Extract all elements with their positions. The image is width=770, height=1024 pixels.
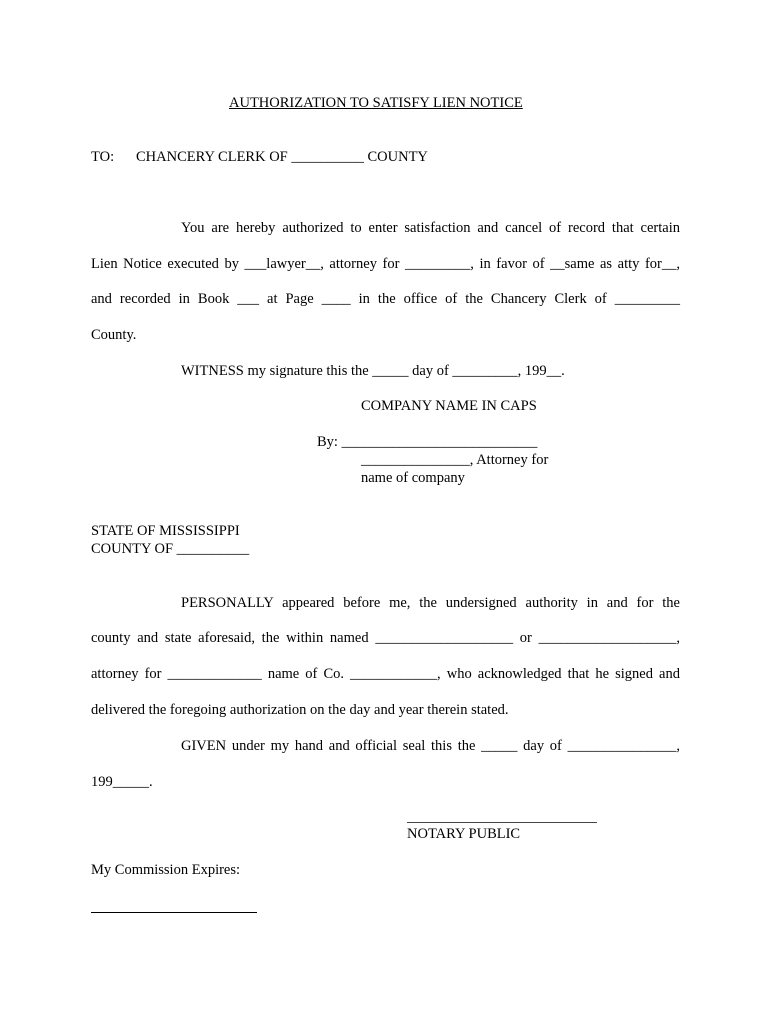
commission-expires-rule	[91, 912, 257, 913]
commission-expires-label: My Commission Expires:	[91, 862, 241, 878]
document-title: AUTHORIZATION TO SATISFY LIEN NOTICE	[229, 95, 523, 111]
to-recipient-line: CHANCERY CLERK OF __________ COUNTY	[136, 149, 428, 165]
authorization-line-4: County.	[91, 327, 137, 343]
authorization-line-1: You are hereby authorized to enter satisfaction and cancel of record that certain	[181, 220, 680, 236]
company-name: COMPANY NAME IN CAPS	[361, 398, 537, 414]
to-label: TO:	[91, 149, 115, 165]
state-line: STATE OF MISSISSIPPI	[91, 523, 240, 539]
acknowledgment-line-2: county and state aforesaid, the within named ___________________ or ___________________,	[91, 630, 680, 646]
notary-public-label: NOTARY PUBLIC	[407, 826, 521, 842]
given-line: GIVEN under my hand and official seal this the _____ day of _______________,	[181, 738, 680, 754]
authorization-line-2: Lien Notice executed by ___lawyer__, attorney for _________, in favor of __same as atty for__,	[91, 256, 680, 272]
acknowledgment-line-4: delivered the foregoing authorization on the day and year therein stated.	[91, 702, 509, 718]
notary-signature-rule	[407, 822, 597, 823]
year-line: 199_____.	[91, 774, 153, 790]
signature-by-line: By: ___________________________	[317, 434, 538, 450]
attorney-for-line: _______________, Attorney for	[361, 452, 549, 468]
acknowledgment-line-1: PERSONALLY appeared before me, the undersigned authority in and for the	[181, 595, 680, 611]
county-line: COUNTY OF __________	[91, 541, 250, 557]
authorization-line-3: and recorded in Book ___ at Page ____ in the office of the Chancery Clerk of _________	[91, 291, 680, 307]
witness-line: WITNESS my signature this the _____ day of _________, 199__.	[181, 363, 565, 379]
acknowledgment-line-3: attorney for _____________ name of Co. ____________, who acknowledged that he signed and	[91, 666, 680, 682]
name-of-company: name of company	[361, 470, 465, 486]
